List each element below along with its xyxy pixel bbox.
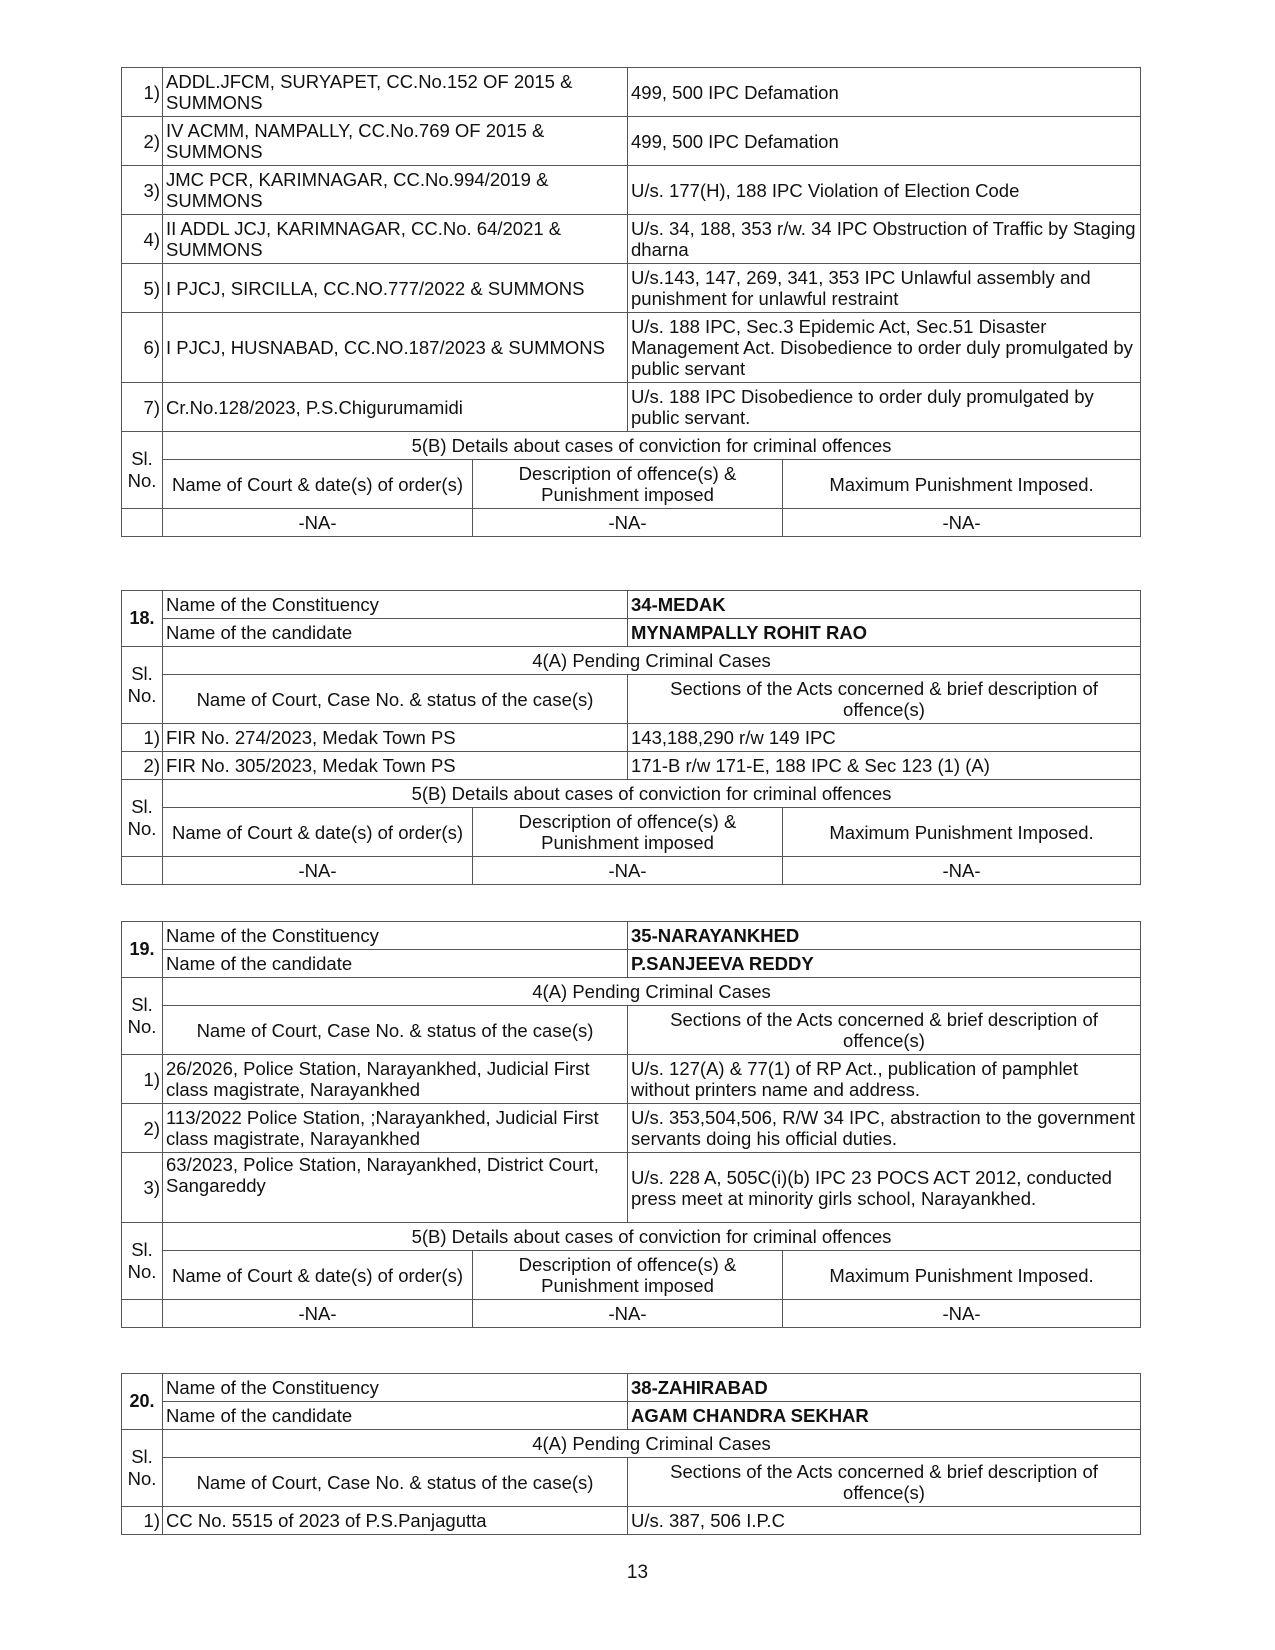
court-case: I PJCJ, SIRCILLA, CC.NO.777/2022 & SUMMONS bbox=[163, 264, 628, 313]
conviction-col-description: Description of offence(s) & Punishment imposed bbox=[473, 808, 783, 857]
sections: 499, 500 IPC Defamation bbox=[628, 117, 1141, 166]
table-row bbox=[122, 215, 1141, 264]
sl-label: Sl. bbox=[131, 1446, 153, 1467]
sections: U/s.143, 147, 269, 341, 353 IPC Unlawful assembly and punishment for unlawful restraint bbox=[628, 264, 1141, 313]
pending-col-court: Name of Court, Case No. & status of the case(s) bbox=[163, 1458, 628, 1507]
pending-col-court: Name of Court, Case No. & status of the case(s) bbox=[163, 675, 628, 724]
table-row bbox=[122, 1300, 1141, 1328]
sl-no-header bbox=[122, 780, 163, 857]
no-label: No. bbox=[127, 1468, 157, 1489]
serial-number: 1) bbox=[122, 1507, 163, 1535]
na-value: -NA- bbox=[473, 857, 783, 885]
sl-no-header bbox=[122, 647, 163, 724]
court-case: 26/2026, Police Station, Narayankhed, Judicial First class magistrate, Narayankhed bbox=[163, 1055, 628, 1104]
court-case: Cr.No.128/2023, P.S.Chigurumamidi bbox=[163, 383, 628, 432]
na-value: -NA- bbox=[783, 1300, 1141, 1328]
conviction-section-title: 5(B) Details about cases of conviction for criminal offences bbox=[163, 432, 1141, 460]
constituency-value: 38-ZAHIRABAD bbox=[628, 1374, 1141, 1402]
no-label: No. bbox=[127, 470, 157, 491]
sections: 171-B r/w 171-E, 188 IPC & Sec 123 (1) (A) bbox=[628, 752, 1141, 780]
table-row bbox=[122, 1507, 1141, 1535]
table-row bbox=[122, 724, 1141, 752]
table-row bbox=[122, 857, 1141, 885]
court-case: IV ACMM, NAMPALLY, CC.No.769 OF 2015 & SUMMONS bbox=[163, 117, 628, 166]
court-case: 113/2022 Police Station, ;Narayankhed, Judicial First class magistrate, Narayankhed bbox=[163, 1104, 628, 1153]
conviction-col-description: Description of offence(s) & Punishment imposed bbox=[473, 1251, 783, 1300]
table-row bbox=[122, 1104, 1141, 1153]
serial-number: 1) bbox=[122, 1055, 163, 1104]
na-value: -NA- bbox=[783, 857, 1141, 885]
no-label: No. bbox=[127, 685, 157, 706]
candidate-label: Name of the candidate bbox=[163, 619, 628, 647]
pending-col-sections: Sections of the Acts concerned & brief description of offence(s) bbox=[628, 1006, 1141, 1055]
serial-number: 7) bbox=[122, 383, 163, 432]
constituency-label: Name of the Constituency bbox=[163, 591, 628, 619]
sections: U/s. 188 IPC, Sec.3 Epidemic Act, Sec.51 Disaster Management Act. Disobedience to order duly promulgated by public servant bbox=[628, 313, 1141, 383]
table-row bbox=[122, 509, 1141, 537]
pending-section-title: 4(A) Pending Criminal Cases bbox=[163, 1430, 1141, 1458]
constituency-value: 34-MEDAK bbox=[628, 591, 1141, 619]
candidate-18-table bbox=[121, 590, 1141, 885]
serial-number: 2) bbox=[122, 752, 163, 780]
na-value: -NA- bbox=[473, 509, 783, 537]
table-row bbox=[122, 166, 1141, 215]
pending-section-title: 4(A) Pending Criminal Cases bbox=[163, 647, 1141, 675]
serial-number: 6) bbox=[122, 313, 163, 383]
sections: U/s. 177(H), 188 IPC Violation of Election Code bbox=[628, 166, 1141, 215]
candidate-number: 19. bbox=[122, 922, 163, 978]
conviction-col-max-punishment: Maximum Punishment Imposed. bbox=[783, 1251, 1141, 1300]
sl-label: Sl. bbox=[131, 994, 153, 1015]
sections: U/s. 353,504,506, R/W 34 IPC, abstraction to the government servants doing his official duties. bbox=[628, 1104, 1141, 1153]
candidate-number: 18. bbox=[122, 591, 163, 647]
na-value: -NA- bbox=[163, 1300, 473, 1328]
sections: U/s. 228 A, 505C(i)(b) IPC 23 POCS ACT 2012, conducted press meet at minority girls school, Narayankhed. bbox=[628, 1153, 1141, 1223]
table-row bbox=[122, 68, 1141, 117]
serial-number: 4) bbox=[122, 215, 163, 264]
court-case: FIR No. 274/2023, Medak Town PS bbox=[163, 724, 628, 752]
sl-label: Sl. bbox=[131, 796, 153, 817]
sections: U/s. 188 IPC Disobedience to order duly promulgated by public servant. bbox=[628, 383, 1141, 432]
candidate-20-table bbox=[121, 1373, 1141, 1535]
pending-col-sections: Sections of the Acts concerned & brief description of offence(s) bbox=[628, 675, 1141, 724]
serial-number: 1) bbox=[122, 68, 163, 117]
conviction-col-max-punishment: Maximum Punishment Imposed. bbox=[783, 808, 1141, 857]
constituency-label: Name of the Constituency bbox=[163, 1374, 628, 1402]
na-value: -NA- bbox=[473, 1300, 783, 1328]
pending-section-title: 4(A) Pending Criminal Cases bbox=[163, 978, 1141, 1006]
candidate-label: Name of the candidate bbox=[163, 1402, 628, 1430]
conviction-col-court: Name of Court & date(s) of order(s) bbox=[163, 460, 473, 509]
pending-col-sections: Sections of the Acts concerned & brief description of offence(s) bbox=[628, 1458, 1141, 1507]
constituency-label: Name of the Constituency bbox=[163, 922, 628, 950]
serial-number: 5) bbox=[122, 264, 163, 313]
pending-col-court: Name of Court, Case No. & status of the case(s) bbox=[163, 1006, 628, 1055]
na-value: -NA- bbox=[163, 857, 473, 885]
court-case: 63/2023, Police Station, Narayankhed, District Court, Sangareddy bbox=[163, 1153, 628, 1223]
candidate-name: MYNAMPALLY ROHIT RAO bbox=[628, 619, 1141, 647]
court-case: CC No. 5515 of 2023 of P.S.Panjagutta bbox=[163, 1507, 628, 1535]
court-case: ADDL.JFCM, SURYAPET, CC.No.152 OF 2015 & SUMMONS bbox=[163, 68, 628, 117]
sl-no-header bbox=[122, 1430, 163, 1507]
candidate-number: 20. bbox=[122, 1374, 163, 1430]
candidate-17-continuation-table bbox=[121, 67, 1141, 537]
candidate-name: P.SANJEEVA REDDY bbox=[628, 950, 1141, 978]
court-case: JMC PCR, KARIMNAGAR, CC.No.994/2019 & SUMMONS bbox=[163, 166, 628, 215]
court-case: FIR No. 305/2023, Medak Town PS bbox=[163, 752, 628, 780]
conviction-section-title: 5(B) Details about cases of conviction for criminal offences bbox=[163, 1223, 1141, 1251]
no-label: No. bbox=[127, 1016, 157, 1037]
court-case: II ADDL JCJ, KARIMNAGAR, CC.No. 64/2021 & SUMMONS bbox=[163, 215, 628, 264]
conviction-section-title: 5(B) Details about cases of conviction for criminal offences bbox=[163, 780, 1141, 808]
conviction-col-court: Name of Court & date(s) of order(s) bbox=[163, 808, 473, 857]
sections: 499, 500 IPC Defamation bbox=[628, 68, 1141, 117]
na-value: -NA- bbox=[163, 509, 473, 537]
sl-label: Sl. bbox=[131, 1239, 153, 1260]
court-case: I PJCJ, HUSNABAD, CC.NO.187/2023 & SUMMONS bbox=[163, 313, 628, 383]
conviction-col-max-punishment: Maximum Punishment Imposed. bbox=[783, 460, 1141, 509]
serial-number: 2) bbox=[122, 117, 163, 166]
candidate-19-table bbox=[121, 921, 1141, 1328]
na-value: -NA- bbox=[783, 509, 1141, 537]
sl-no-header bbox=[122, 432, 163, 509]
candidate-label: Name of the candidate bbox=[163, 950, 628, 978]
table-row bbox=[122, 1153, 1141, 1223]
serial-number: 2) bbox=[122, 1104, 163, 1153]
serial-number: 3) bbox=[122, 166, 163, 215]
table-row bbox=[122, 752, 1141, 780]
table-row bbox=[122, 1055, 1141, 1104]
sl-label: Sl. bbox=[131, 448, 153, 469]
sl-no-header bbox=[122, 1223, 163, 1300]
table-row bbox=[122, 117, 1141, 166]
sections: U/s. 34, 188, 353 r/w. 34 IPC Obstruction of Traffic by Staging dharna bbox=[628, 215, 1141, 264]
sl-label: Sl. bbox=[131, 663, 153, 684]
no-label: No. bbox=[127, 818, 157, 839]
serial-number: 1) bbox=[122, 724, 163, 752]
sections: U/s. 127(A) & 77(1) of RP Act., publication of pamphlet without printers name and address. bbox=[628, 1055, 1141, 1104]
conviction-col-court: Name of Court & date(s) of order(s) bbox=[163, 1251, 473, 1300]
constituency-value: 35-NARAYANKHED bbox=[628, 922, 1141, 950]
table-row bbox=[122, 313, 1141, 383]
page-number: 13 bbox=[626, 1562, 649, 1583]
table-row bbox=[122, 383, 1141, 432]
candidate-name: AGAM CHANDRA SEKHAR bbox=[628, 1402, 1141, 1430]
no-label: No. bbox=[127, 1261, 157, 1282]
sl-no-header bbox=[122, 978, 163, 1055]
conviction-col-description: Description of offence(s) & Punishment imposed bbox=[473, 460, 783, 509]
table-row bbox=[122, 264, 1141, 313]
serial-number: 3) bbox=[122, 1153, 163, 1223]
sections: 143,188,290 r/w 149 IPC bbox=[628, 724, 1141, 752]
sections: U/s. 387, 506 I.P.C bbox=[628, 1507, 1141, 1535]
